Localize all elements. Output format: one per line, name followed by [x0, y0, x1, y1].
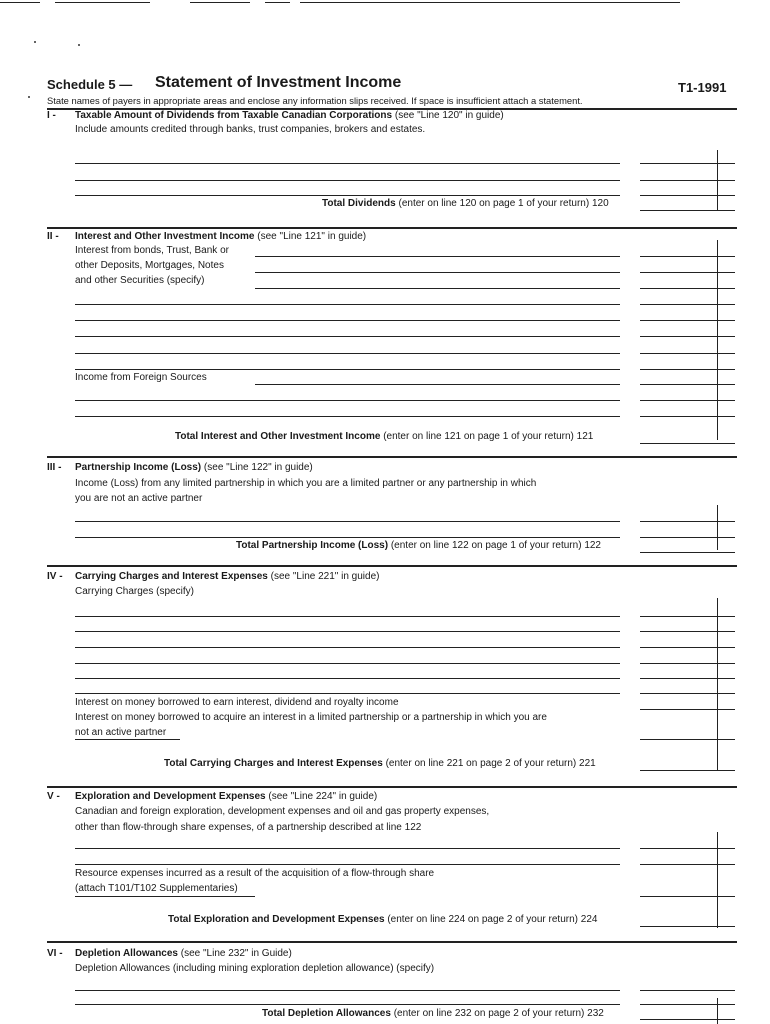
dividend-payer-line-1[interactable]	[75, 163, 620, 164]
section-1-sub: Include amounts credited through banks, trust companies, brokers and estates.	[75, 124, 426, 135]
total-interest-field[interactable]	[640, 443, 735, 444]
section-3-heading	[75, 462, 313, 474]
section-2-total-note: (enter on line 121 on page 1 of your return)	[383, 431, 574, 442]
section-6-total-label: Total Depletion Allowances	[262, 1008, 391, 1019]
section-2-total	[175, 431, 593, 443]
dividend-amount-line-2	[640, 180, 735, 181]
total-exploration-field[interactable]	[640, 926, 735, 927]
page-title: Statement of Investment Income	[155, 74, 402, 91]
section-6-amount-rule	[717, 998, 718, 1024]
section-2-sub-3: and other Securities (specify)	[75, 275, 205, 286]
exploration-line-1[interactable]	[75, 848, 620, 849]
interest-payer-line-2[interactable]	[255, 272, 620, 273]
section-1-title: Taxable Amount of Dividends from Taxable Canadian Corporations	[75, 110, 393, 121]
interest-payer-line-5[interactable]	[75, 320, 620, 321]
top-rule-5	[300, 2, 680, 3]
total-depletion-field[interactable]	[640, 1019, 735, 1020]
interest-amount-line-1	[640, 256, 735, 257]
depletion-amount-line-2	[640, 1004, 735, 1005]
interest-amount-line-4	[640, 304, 735, 305]
section-2-total-label: Total Interest and Other Investment Income	[175, 431, 381, 442]
section-6-total	[262, 1008, 604, 1020]
section-4-ref: (see "Line 221" in guide)	[270, 571, 380, 582]
section-4-total	[164, 758, 596, 770]
section-1-total-note: (enter on line 120 on page 1 of your return)	[398, 198, 590, 209]
section-4-rule	[47, 786, 737, 788]
section-1-total	[322, 198, 609, 210]
section-3-amount-rule	[717, 505, 718, 550]
section-5-ref: (see "Line 224" in guide)	[268, 791, 378, 802]
carrying-line-6[interactable]	[75, 693, 620, 694]
section-3-total	[236, 540, 601, 552]
top-rule-4	[265, 2, 290, 3]
resource-expenses-label-1: Resource expenses incurred as a result of the acquisition of a flow-through share	[75, 868, 435, 879]
interest-borrowed-amount-line-2[interactable]	[640, 739, 735, 740]
interest-borrowed-underline	[75, 739, 180, 740]
section-3-sub-2: you are not an active partner	[75, 493, 203, 504]
interest-payer-line-7[interactable]	[75, 353, 620, 354]
section-2-numeral: II -	[47, 231, 59, 242]
section-5-sub-1: Canadian and foreign exploration, development expenses and oil and gas property expenses,	[75, 806, 490, 817]
carrying-amount-line-3	[640, 647, 735, 648]
interest-amount-line-8	[640, 369, 735, 370]
resource-expenses-underline	[75, 896, 255, 897]
dividend-amount-line-3	[640, 195, 735, 196]
top-rule-2	[55, 2, 150, 3]
exploration-amount-line-2	[640, 864, 735, 865]
section-6-ref: (see "Line 232" in Guide)	[180, 948, 292, 959]
section-2-sub-1: Interest from bonds, Trust, Bank or	[75, 245, 229, 256]
section-5-numeral: V -	[47, 791, 60, 802]
top-rule-1	[0, 2, 40, 3]
section-1-total-label: Total Dividends	[322, 198, 396, 209]
section-1-heading	[75, 110, 504, 122]
section-5-total-label: Total Exploration and Development Expenses	[168, 914, 385, 925]
carrying-line-1[interactable]	[75, 616, 620, 617]
depletion-line-2[interactable]	[75, 1004, 620, 1005]
section-3-total-label: Total Partnership Income (Loss)	[236, 540, 389, 551]
section-4-amount-rule	[717, 598, 718, 770]
exploration-line-2[interactable]	[75, 864, 620, 865]
carrying-line-5[interactable]	[75, 678, 620, 679]
section-6-sub: Depletion Allowances (including mining exploration depletion allowance) (specify)	[75, 963, 435, 974]
carrying-line-4[interactable]	[75, 663, 620, 664]
section-3-ref: (see "Line 122" in guide)	[203, 462, 313, 473]
partnership-amount-line-2	[640, 537, 735, 538]
section-2-rule	[47, 456, 737, 458]
resource-expenses-amount-line[interactable]	[640, 896, 735, 897]
exploration-amount-line-1	[640, 848, 735, 849]
foreign-amount-line-2	[640, 400, 735, 401]
interest-payer-line-1[interactable]	[255, 256, 620, 257]
schedule-label: Schedule 5 —	[47, 77, 133, 92]
total-dividends-field[interactable]	[640, 210, 735, 211]
section-4-sub: Carrying Charges (specify)	[75, 586, 194, 597]
section-2-line-no: 121	[576, 431, 594, 442]
dividend-payer-line-3[interactable]	[75, 195, 620, 196]
section-5-line-no: 224	[580, 914, 598, 925]
total-carrying-field[interactable]	[640, 770, 735, 771]
section-3-total-note: (enter on line 122 on page 1 of your return)	[390, 540, 582, 551]
partnership-line-1[interactable]	[75, 521, 620, 522]
section-2-ref: (see "Line 121" in guide)	[257, 231, 367, 242]
carrying-line-3[interactable]	[75, 647, 620, 648]
depletion-amount-line-1	[640, 990, 735, 991]
section-5-rule	[47, 941, 737, 943]
resource-expenses-label-2: (attach T101/T102 Supplementaries)	[75, 883, 238, 894]
section-5-total	[168, 914, 597, 926]
section-2-title: Interest and Other Investment Income	[75, 231, 255, 242]
foreign-amount-line-1	[640, 384, 735, 385]
interest-borrowed-label-2b: not an active partner	[75, 727, 167, 738]
section-6-numeral: VI -	[47, 948, 63, 959]
section-4-numeral: IV -	[47, 571, 63, 582]
partnership-line-2[interactable]	[75, 537, 620, 538]
top-rule-3	[190, 2, 250, 3]
scan-speck	[28, 96, 30, 98]
section-5-amount-rule	[717, 832, 718, 928]
interest-payer-line-4[interactable]	[75, 304, 620, 305]
section-3-title: Partnership Income (Loss)	[75, 462, 202, 473]
foreign-income-line-2[interactable]	[75, 400, 620, 401]
carrying-amount-line-1	[640, 616, 735, 617]
section-3-rule	[47, 565, 737, 567]
dividend-amount-line-1	[640, 163, 735, 164]
carrying-amount-line-5	[640, 678, 735, 679]
instructions: State names of payers in appropriate areas and enclose any information slips received. If space is insufficient attach a statement.	[47, 95, 583, 106]
section-5-total-note: (enter on line 224 on page 2 of your return)	[387, 914, 578, 925]
section-1-ref: (see "Line 120" in guide)	[394, 110, 504, 121]
carrying-amount-line-2	[640, 631, 735, 632]
section-3-line-no: 122	[584, 540, 601, 551]
section-6-line-no: 232	[587, 1008, 604, 1019]
interest-payer-line-3[interactable]	[255, 288, 620, 289]
section-1-line-no: 120	[591, 198, 609, 209]
carrying-amount-line-6	[640, 693, 735, 694]
interest-amount-line-6	[640, 336, 735, 337]
depletion-line-1[interactable]	[75, 990, 620, 991]
foreign-amount-line-3	[640, 416, 735, 417]
section-4-total-label: Total Carrying Charges and Interest Expenses	[164, 758, 383, 769]
form-id: T1-1991	[678, 80, 727, 95]
section-2-sub-2: other Deposits, Mortgages, Notes	[75, 260, 224, 271]
partnership-amount-line-1	[640, 521, 735, 522]
section-5-title: Exploration and Development Expenses	[75, 791, 266, 802]
interest-amount-line-2	[640, 272, 735, 273]
interest-amount-line-7	[640, 353, 735, 354]
section-5-sub-2: other than flow-through share expenses, of a partnership described at line 122	[75, 822, 422, 833]
section-6-total-note: (enter on line 232 on page 2 of your return)	[393, 1008, 585, 1019]
interest-payer-line-8[interactable]	[75, 369, 620, 370]
scan-speck	[78, 44, 80, 46]
total-partnership-field[interactable]	[640, 552, 735, 553]
foreign-income-line-1[interactable]	[255, 384, 620, 385]
carrying-amount-line-4	[640, 663, 735, 664]
section-5-heading	[75, 791, 377, 803]
section-3-numeral: III -	[47, 462, 62, 473]
foreign-income-line-3[interactable]	[75, 416, 620, 417]
interest-borrowed-label-1: Interest on money borrowed to earn interest, dividend and royalty income	[75, 697, 399, 708]
section-4-heading	[75, 571, 379, 583]
interest-amount-line-5	[640, 320, 735, 321]
section-4-line-no: 221	[579, 758, 596, 769]
section-1-rule	[47, 227, 737, 229]
scan-speck	[34, 41, 36, 43]
carrying-line-2[interactable]	[75, 631, 620, 632]
section-2-heading	[75, 231, 366, 243]
section-4-total-note: (enter on line 221 on page 2 of your return)	[385, 758, 577, 769]
section-2-amount-rule	[717, 240, 718, 440]
section-6-title: Depletion Allowances	[75, 948, 178, 959]
dividend-payer-line-2[interactable]	[75, 180, 620, 181]
section-1-numeral: I -	[47, 110, 56, 121]
interest-borrowed-amount-line-1[interactable]	[640, 709, 735, 710]
interest-amount-line-3	[640, 288, 735, 289]
foreign-income-label: Income from Foreign Sources	[75, 372, 207, 383]
section-4-title: Carrying Charges and Interest Expenses	[75, 571, 268, 582]
interest-payer-line-6[interactable]	[75, 336, 620, 337]
section-6-heading	[75, 948, 292, 960]
interest-borrowed-label-2a: Interest on money borrowed to acquire an interest in a limited partnership or a partnership in which you are	[75, 712, 547, 723]
section-3-sub-1: Income (Loss) from any limited partnership in which you are a limited partner or any partnership in which	[75, 478, 537, 489]
